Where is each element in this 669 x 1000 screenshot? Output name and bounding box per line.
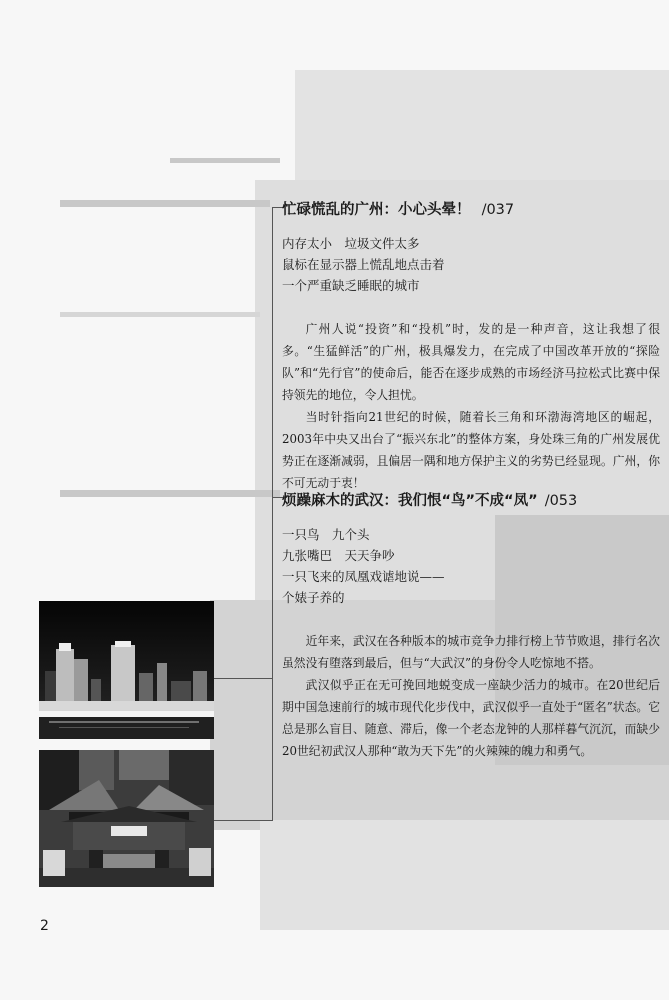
page-reference: /037: [481, 202, 515, 218]
section-title: [282, 198, 660, 219]
section-title: [282, 489, 660, 510]
connector-line: [214, 820, 273, 821]
section-guangzhou: [282, 198, 660, 494]
connector-line: [214, 678, 273, 679]
background-wash: [260, 820, 669, 930]
body-text: [282, 318, 660, 494]
paragraph: 当时针指向21世纪的时候，随着长三角和环渤海湾地区的崛起，2003年中央又出台了“振兴东北”的整体方案，身处珠三角的广州发展优势正在逐渐减弱，且偏居一隅和地方保护主义的劣势已经显现。广州，你不可无动于衷！: [282, 410, 660, 490]
connector-line: [272, 207, 273, 820]
poem-line: 内存太小 垃圾文件太多: [282, 236, 420, 251]
poem-line: 一个严重缺乏睡眠的城市: [282, 278, 420, 293]
bleed-through-mark: [60, 490, 280, 497]
page-reference: /053: [544, 493, 578, 509]
poem: [282, 524, 660, 608]
section-title-text: 忙碌慌乱的广州：小心头晕！: [282, 202, 471, 218]
poem-line: 鼠标在显示器上慌乱地点击着: [282, 257, 445, 272]
background-wash: [295, 70, 669, 190]
paragraph: 武汉似乎正在无可挽回地蜕变成一座缺少活力的城市。在20世纪后期中国急速前行的城市现代化步伐中，武汉似乎一直处于“匿名”状态。它总是那么盲目、随意、滞后，像一个老态龙钟的人那样暮气沉沉，而缺少20世纪初武汉人那种“敢为天下先”的火辣辣的魄力和勇气。: [282, 678, 660, 758]
poem: [282, 233, 660, 296]
bleed-through-mark: [60, 312, 260, 317]
poem-line: 一只鸟 九个头: [282, 527, 370, 542]
photo-guangzhou-night-skyline: [39, 601, 214, 739]
poem-line: 一只飞来的凤凰戏谑地说——: [282, 569, 445, 584]
paragraph: 近年来，武汉在各种版本的城市竞争力排行榜上节节败退，排行名次虽然没有堕落到最后，但与“大武汉”的身份令人吃惊地不搭。: [282, 634, 660, 670]
page-number: 2: [40, 918, 49, 934]
poem-line: 个婊子养的: [282, 590, 345, 605]
body-text: [282, 630, 660, 762]
section-title-text: 烦躁麻木的武汉：我们恨“鸟”不成“凤”: [282, 493, 538, 509]
bleed-through-mark: [170, 158, 280, 163]
poem-line: 九张嘴巴 天天争吵: [282, 548, 395, 563]
paragraph: 广州人说“投资”和“投机”时，发的是一种声音，这让我想了很多。“生猛鲜活”的广州，极具爆发力，在完成了中国改革开放的“探险队”和“先行官”的使命后，能否在逐步成熟的市场经济马拉松式比赛中保持领先的地位，令人担忧。: [282, 322, 660, 402]
photo-wuhan-gate-street: [39, 750, 214, 887]
section-wuhan: [282, 489, 660, 762]
bleed-through-mark: [60, 200, 270, 207]
